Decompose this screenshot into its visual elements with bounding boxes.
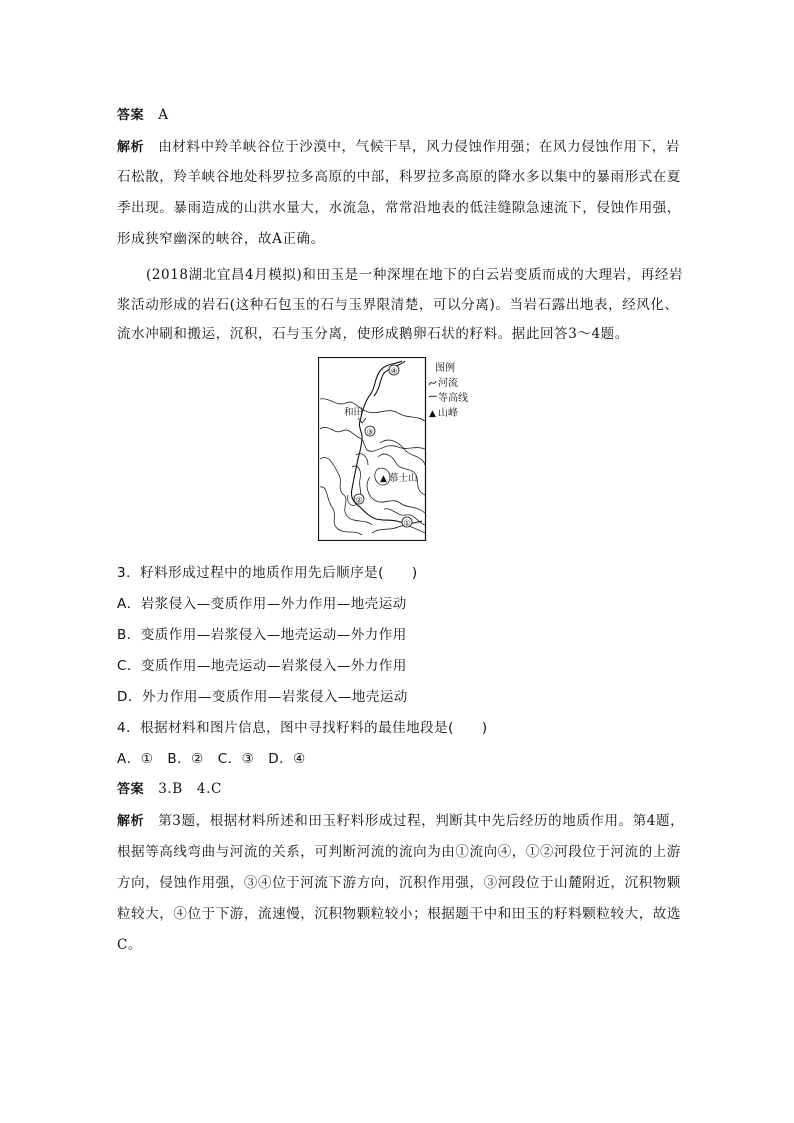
answer-label-2: 答案 xyxy=(117,782,145,797)
question-3-option-a: A．岩浆侵入—变质作用—外力作用—地壳运动 xyxy=(117,596,407,612)
answer-line-2 xyxy=(117,777,222,797)
map-legend xyxy=(429,361,468,419)
question-3-option-d: D．外力作用—变质作用—岩浆侵入—地壳运动 xyxy=(117,689,408,705)
analysis2-line-1 xyxy=(117,809,684,829)
answer-line-1 xyxy=(117,104,169,123)
answer-label: 答案 xyxy=(117,108,145,123)
point-4-label: ④ xyxy=(390,366,398,376)
analysis-line-4: 形成狭窄幽深的峡谷，故A正确。 xyxy=(117,231,325,247)
analysis2-line-5: C。 xyxy=(117,937,143,953)
city-label: 和田 xyxy=(344,407,364,418)
material-line-3: 流水冲刷和搬运，沉积，石与玉分离，使形成鹅卵石状的籽料。据此回答3～4题。 xyxy=(117,326,629,342)
legend-river-symbol xyxy=(429,381,436,385)
analysis-label-2: 解析 xyxy=(117,814,145,829)
point-2-label: ② xyxy=(355,495,363,505)
analysis2-text: 第3题，根据材料所述和田玉籽料形成过程，判断其中先后经历的地质作用。第4题， xyxy=(158,813,685,829)
answer-value: A xyxy=(158,107,169,123)
question-3-stem: 3．籽料形成过程中的地质作用先后顺序是( ) xyxy=(117,565,418,581)
analysis-text: 由材料中羚羊峡谷位于沙漠中，气候干旱，风力侵蚀作用强；在风力侵蚀作用下，岩 xyxy=(158,139,680,155)
question-4-stem: 4．根据材料和图片信息，图中寻找籽料的最佳地段是( ) xyxy=(117,720,488,736)
point-3-label: ③ xyxy=(366,427,374,437)
legend-peak: 山峰 xyxy=(438,408,458,419)
analysis-line-3: 季出现。暴雨造成的山洪水量大，水流急，常常沿地表的低洼缝隙急速流下，侵蚀作用强， xyxy=(117,200,681,216)
analysis2-line-2: 根据等高线弯曲与河流的关系，可判断河流的流向为由①流向④，①②河段位于河流的上游 xyxy=(117,844,681,860)
material-line-1: (2018湖北宜昌4月模拟)和田玉是一种深埋在地下的白云岩变质而成的大理岩，再经岩 xyxy=(146,267,684,283)
answer-value-2: 3.B 4.C xyxy=(158,781,222,797)
question-3-option-c: C．变质作用—地壳运动—岩浆侵入—外力作用 xyxy=(117,658,407,674)
material-line-2: 浆活动形成的岩石(这种石包玉的石与玉界限清楚，可以分离)。当岩石露出地表，经风化、 xyxy=(117,297,679,313)
point-1-label: ① xyxy=(403,518,411,528)
question-3-option-b: B．变质作用—岩浆侵入—地壳运动—外力作用 xyxy=(117,627,407,643)
legend-contour-symbol xyxy=(429,396,437,397)
legend-river: 河流 xyxy=(438,378,458,389)
question-4-options: A．① B．② C．③ D．④ xyxy=(117,751,306,767)
analysis-line-2: 石松散，羚羊峡谷地处科罗拉多高原的中部，科罗拉多高原的降水多以集中的暴雨形式在夏 xyxy=(117,169,681,185)
analysis2-line-3: 方向，侵蚀作用强，③④位于河流下游方向，沉积作用强，③河段位于山麓附近，沉积物颗 xyxy=(117,875,681,891)
legend-contour: 等高线 xyxy=(438,393,468,404)
peak-label: 慕士山 xyxy=(389,473,418,484)
peak-symbol: ▲ xyxy=(380,474,387,484)
legend-peak-symbol: ▲ xyxy=(429,409,436,419)
river-contour-map xyxy=(318,357,480,541)
analysis2-line-4: 粒较大，④位于下游，流速慢，沉积物颗粒较小；根据题干中和田玉的籽料颗粒较大，故选 xyxy=(117,906,681,922)
legend-title: 图例 xyxy=(435,363,455,374)
analysis-label: 解析 xyxy=(117,140,145,155)
analysis-line-1 xyxy=(117,135,680,155)
